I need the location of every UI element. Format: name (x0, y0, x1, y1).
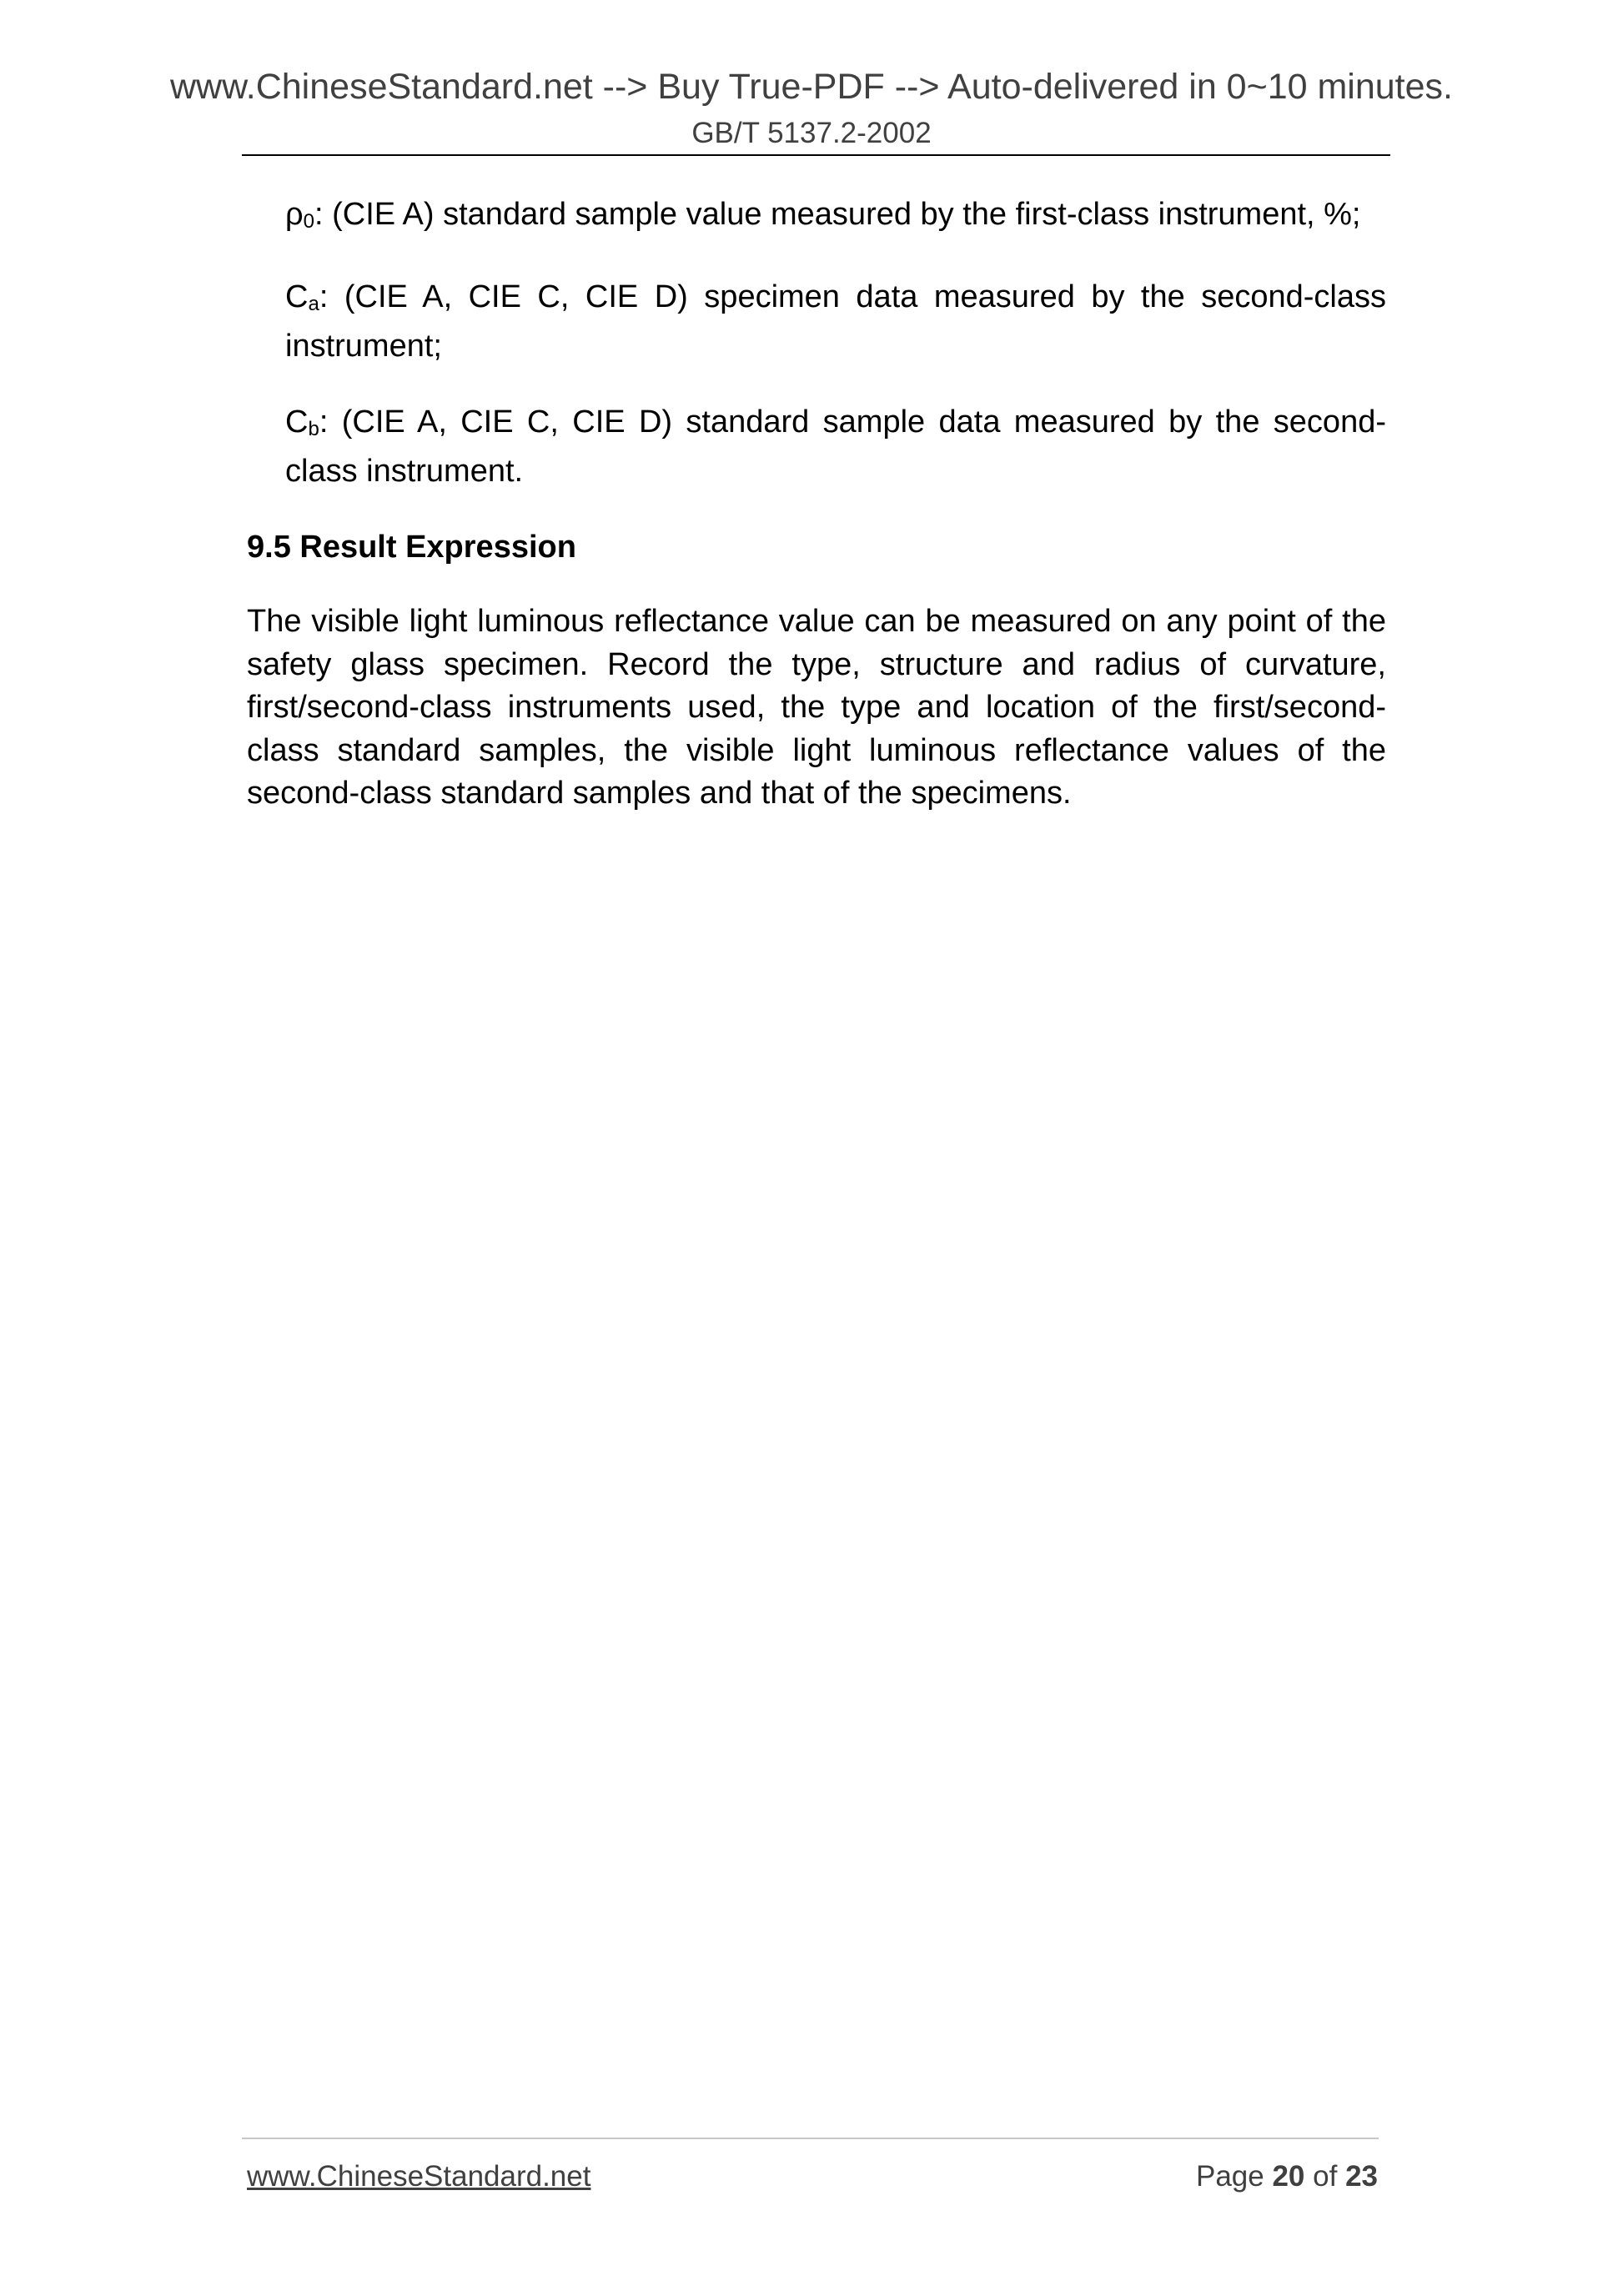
definition-text: : (CIE A, CIE C, CIE D) standard sample data measured by the second-class instrument. (285, 404, 1386, 489)
definition-symbol: C (285, 279, 309, 314)
section-paragraph: The visible light luminous reflectance value can be measured on any point of the safety glass specimen. Record the type, structure and radius of curvature, first/second-class instruments used, the type and location of the first/second-class standard samples, the visible light luminous reflectance values of the second-class standard samples and that of the specimens. (247, 604, 1386, 811)
definition-symbol: C (285, 404, 309, 440)
definition-item (285, 276, 1386, 368)
footer-divider (242, 2138, 1379, 2139)
page-word: Page (1195, 2160, 1264, 2193)
page-of: of (1313, 2160, 1338, 2193)
header-divider (242, 154, 1390, 156)
definition-subscript: b (308, 418, 319, 440)
section-heading: 9.5 Result Expression (247, 530, 576, 565)
page-number (1196, 2158, 1378, 2195)
definition-text: : (CIE A) standard sample value measured by the first-class instrument, %; (314, 197, 1361, 232)
definition-text: : (CIE A, CIE C, CIE D) specimen data measured by the second-class instrument; (285, 279, 1386, 364)
page-total: 23 (1345, 2160, 1378, 2193)
definition-item (285, 193, 1386, 243)
standard-code: GB/T 5137.2-2002 (691, 117, 932, 149)
page-content (247, 193, 1386, 816)
definition-item (285, 401, 1386, 493)
footer-site-link[interactable]: www.ChineseStandard.net (247, 2160, 591, 2193)
definition-subscript: a (308, 293, 319, 315)
page-current: 20 (1272, 2160, 1305, 2193)
site-banner[interactable]: www.ChineseStandard.net --> Buy True-PDF --> Auto-delivered in 0~10 minutes. (169, 67, 1453, 107)
definition-symbol: ρ (285, 197, 304, 232)
definition-subscript: 0 (303, 210, 314, 233)
